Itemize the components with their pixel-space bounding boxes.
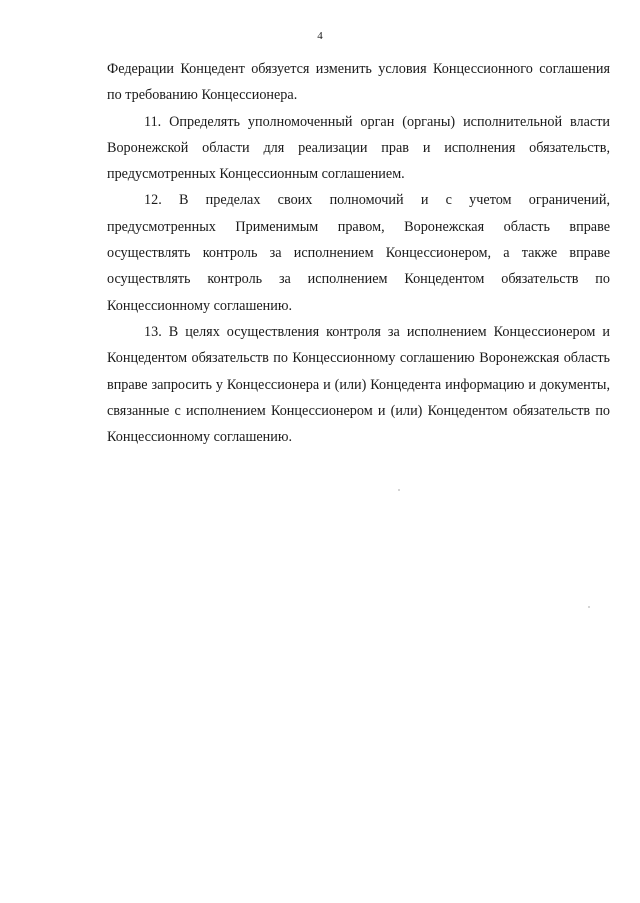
paragraph-12: 12. В пределах своих полномочий и с учетом ограничений, предусмотренных Применимым правом, Воронежская область вправе осуществлять контроль за исполнением Концессионером, а также вправе осуществлять контроль за исполнением Концедентом обязательств по Концессионному соглашению. <box>107 192 610 314</box>
page-number: 4 <box>317 30 323 42</box>
paragraph-continuation: Федерации Концедент обязуется изменить условия Концессионного соглашения по требованию Концессионера. <box>107 61 610 104</box>
scan-speck <box>398 489 400 491</box>
scan-speck <box>588 606 590 608</box>
paragraph-13: 13. В целях осуществления контроля за исполнением Концессионером и Концедентом обязательств по Концессионному соглашению Воронежская область вправе запросить у Концессионера и (или) Концедента информацию и документы, связанные с исполнением Концессионером и (или) Концедентом обязательств по Концессионному соглашению. <box>107 323 610 446</box>
paragraph-11: 11. Определять уполномоченный орган (органы) исполнительной власти Воронежской области для реализации прав и исполнения обязательств, предусмотренных Концессионным соглашением. <box>107 113 610 183</box>
document-body <box>107 56 610 450</box>
